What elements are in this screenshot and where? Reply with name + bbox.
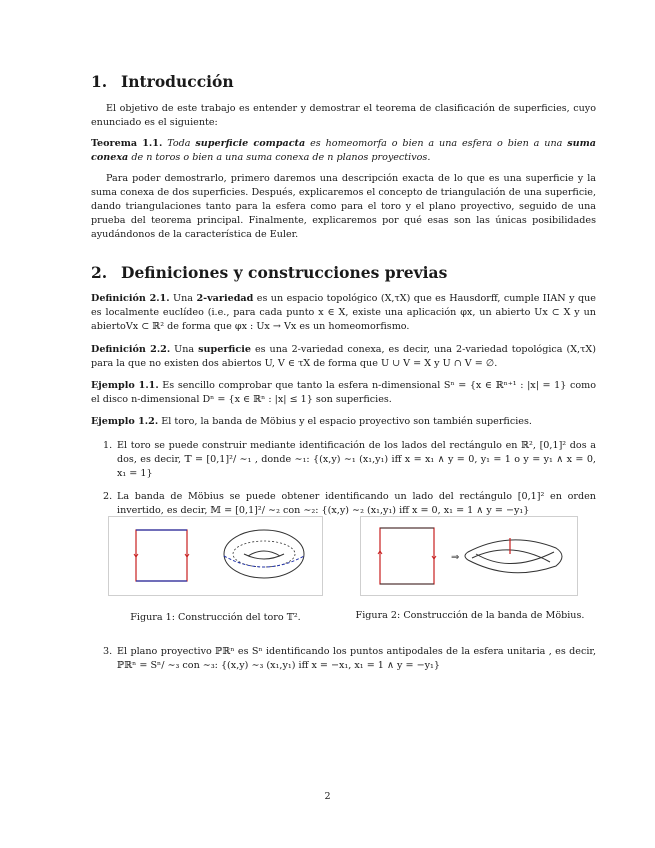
example-label: Ejemplo 1.2. xyxy=(91,416,159,427)
torus-hole-upper xyxy=(248,551,280,556)
torus-inner-circle xyxy=(233,541,295,567)
figure-frame xyxy=(109,517,323,596)
examples-list-a xyxy=(91,439,596,518)
theorem-text-b: es homeomorfa o bien a una esfera o bien a una xyxy=(310,138,563,149)
definition-2-1 xyxy=(91,292,596,334)
example-body: Es sencillo comprobar que tanto la esfera n-dimensional Sⁿ = {x ∈ ℝⁿ⁺¹ : |x| = 1} como el disco n-dimensional Dⁿ = {x ∈ ℝⁿ : |x| ≤ 1} son superficies. xyxy=(91,380,596,405)
list-item xyxy=(91,439,596,481)
section-title: Introducción xyxy=(121,72,234,91)
figure-1-torus xyxy=(108,516,323,596)
intro-paragraph-block xyxy=(91,102,596,130)
section-heading xyxy=(91,263,596,282)
list-item-number: 3. xyxy=(103,646,113,657)
section-1 xyxy=(91,72,596,91)
section-title: Definiciones y construcciones previas xyxy=(121,263,448,282)
theorem-block xyxy=(91,137,596,165)
figure-2-caption: Figura 2: Construcción de la banda de Möbius. xyxy=(355,610,585,621)
theorem-text-c: de n toros o bien a una suma conexa de n planos proyectivos. xyxy=(131,152,431,163)
plan-paragraph: Para poder demostrarlo, primero daremos una descripción exacta de lo que es una superficie y la suma conexa de dos superficies. Después, explicaremos el concepto de triangulación de una superficie, dando triangulaciones tanto para la esfera como para el toro y el plano proyectivo, seguido de una prueba del teorema principal. Finalmente, explicaremos por qué esas son las únicas posibilidades ayudándonos de la característica de Euler. xyxy=(91,173,596,240)
list-item-text: El plano proyectivo ℙℝⁿ es Sⁿ identificando los puntos antipodales de la esfera unitaria , es decir, ℙℝⁿ = Sⁿ/ ∼₃ con ∼₃: {(x,y) ∼₃ (x₁,y₁) iff x = −x₁, x₁ = 1 ∧ y = −y₁} xyxy=(117,646,596,671)
list-item xyxy=(91,645,596,673)
torus-meridian xyxy=(224,556,304,567)
theorem-bold-a: superficie compacta xyxy=(195,138,306,149)
torus-outline xyxy=(224,530,304,578)
square-sides xyxy=(380,528,434,584)
section-heading xyxy=(91,72,596,91)
definition-2-2 xyxy=(91,343,596,371)
definition-term: 2-variedad xyxy=(196,293,254,304)
example-body: El toro, la banda de Möbius y el espacio proyectivo son también superficies. xyxy=(161,416,532,427)
definition-text-b: es una 2-variedad conexa, es decir, una 2-variedad topológica (X,τX) para la que no existen dos abiertos U, V ∈ τX de forma que U ∪ V = X y U ∩ V = ∅. xyxy=(91,344,596,369)
section-number: 1. xyxy=(91,72,108,91)
intro-paragraph: El objetivo de este trabajo es entender y demostrar el teorema de clasificación de superficies, cuyo enunciado es el siguiente: xyxy=(91,103,596,128)
theorem-bold-b: suma conexa xyxy=(91,138,597,163)
list-item-text: La banda de Möbius se puede obtener identificando un lado del rectángulo [0,1]² en orden invertido, es decir, 𝕄 = [0,1]²/ ∼₂ con ∼₂: {(x,y) ∼₂ (x₁,y₁) iff x = 0, x₁ = 1 ∧ y = −y₁} xyxy=(117,491,596,516)
example-1-2 xyxy=(91,415,596,429)
definition-text-a: Una xyxy=(174,344,195,355)
definition-text xyxy=(91,292,596,334)
figure-1-caption: Figura 1: Construcción del toro 𝕋². xyxy=(130,612,301,623)
definition-label: Definición 2.1. xyxy=(91,293,170,304)
example-text xyxy=(91,379,596,407)
section-number: 2. xyxy=(91,263,108,282)
example-text xyxy=(91,415,596,429)
list-item-text: El toro se puede construir mediante identificación de los lados del rectángulo en ℝ², [0,1]² dos a dos, es decir, 𝕋 = [0,1]²/ ∼₁ , donde ∼₁: {(x,y) ∼₁ (x₁,y₁) iff x = x₁ ∧ y = 0, y₁ = 1 o y = y₁ ∧ x = 0, x₁ = 1} xyxy=(117,440,596,479)
implies-arrow: ⇒ xyxy=(451,552,460,563)
list-item-number: 2. xyxy=(103,491,113,502)
mobius-twist-a xyxy=(472,550,550,562)
list-item xyxy=(91,490,596,518)
theorem xyxy=(91,137,596,165)
figure-2-mobius xyxy=(360,516,578,596)
definition-term: superficie xyxy=(198,344,251,355)
theorem-label: Teorema 1.1. xyxy=(91,138,163,149)
definition-text-b: es un espacio topológico (X,τX) que es Hausdorff, cumple IIAN y que es localmente euclídeo (i.e., para cada punto x ∈ X, existe una aplicación φx, un abierto Ux ⊂ X y un abiertoVx ⊂ ℝ² de forma que φx : Ux → Vx es un homeomorfismo. xyxy=(91,293,596,332)
example-label: Ejemplo 1.1. xyxy=(91,380,159,391)
examples-list-b xyxy=(91,645,596,673)
definition-label: Definición 2.2. xyxy=(91,344,171,355)
square-sides xyxy=(136,530,187,581)
theorem-text-a: Toda xyxy=(167,138,191,149)
list-item-number: 1. xyxy=(103,440,113,451)
plan-paragraph-block xyxy=(91,172,596,242)
definition-text-a: Una xyxy=(173,293,194,304)
section-2 xyxy=(91,263,596,282)
definition-text xyxy=(91,343,596,371)
page-number: 2 xyxy=(324,791,331,802)
example-1-1 xyxy=(91,379,596,407)
